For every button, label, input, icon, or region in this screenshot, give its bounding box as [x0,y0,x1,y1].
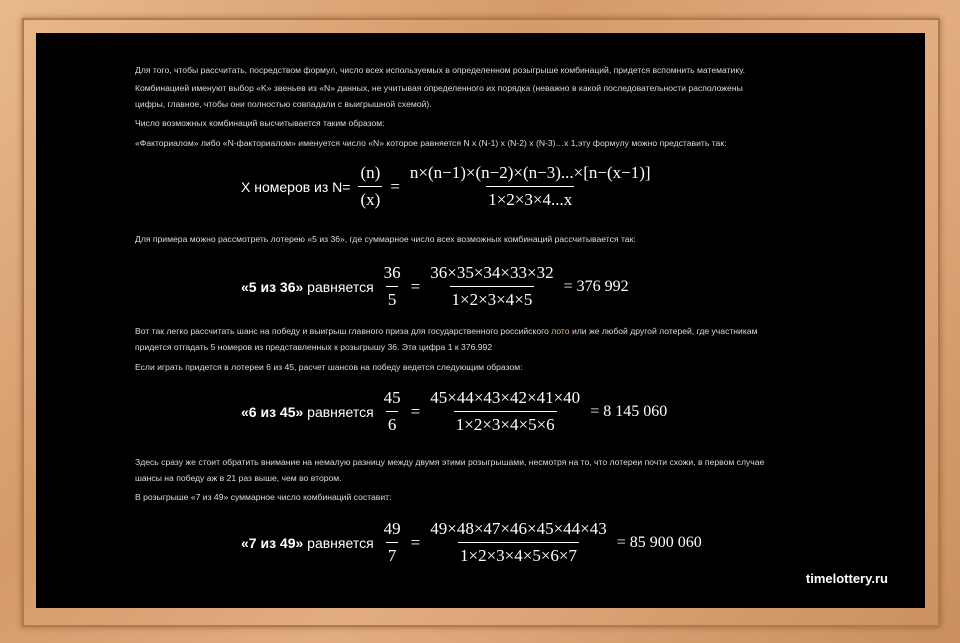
formula-6-of-45 [241,388,667,435]
paragraph-7-of-49 [135,489,825,505]
formula-7-of-49-denominator-left: 7 [386,542,399,566]
paragraph-6-of-45 [135,359,825,375]
formula-general-label: X номеров из N= [241,178,351,195]
formula-5-of-36-result: = 376 992 [563,277,629,295]
formula-5-of-36-fraction-right [428,263,555,310]
formula-6-of-45-fraction-right [428,388,582,435]
formula-general-numerator-right: n×(n−1)×(n−2)×(n−3)...×[n−(x−1)] [409,163,651,182]
formula-6-of-45-numerator-right: 45×44×43×42×41×40 [430,388,581,407]
formula-7-of-49-fraction-left [382,519,403,566]
formula-5-of-36-equals: = [410,276,421,296]
formula-6-of-45-label [241,404,374,420]
formula-7-of-49-denominator-right: 1×2×3×4×5×6×7 [458,542,579,566]
paragraph-intro [135,62,825,78]
paragraph-intro-text: Для того, чтобы рассчитать, посредством формул, число всех используемых в определенном розыгрыше комбинаций, придется вспомнить математику. [135,65,746,75]
paragraph-difference-line1: Здесь сразу же стоит обратить внимание на немалую разницу между двумя этими розыгрышами, несмотря на то, что лотереи почти схожи, в первом случае [135,457,765,467]
paragraph-difference [135,454,825,486]
formula-6-of-45-denominator-right: 1×2×3×4×5×6 [454,411,557,435]
formula-7-of-49-label-rest: равняется [303,534,374,551]
paragraph-chance-line2: придется отгадать 5 номеров из представленных к розыгрышу 36. Эта цифра 1 к 376.992 [135,342,493,352]
formula-5-of-36-label-bold: «5 из 36» [241,278,304,295]
paragraph-6-of-45-text: Если играть придется в лотереи 6 из 45, расчет шансов на победу ведется следующим образом: [135,362,523,372]
paragraph-chance-pre: Вот так легко рассчитать шанс на победу и выигрыш главного приза для государственного российского [135,326,549,336]
paragraph-factorial [135,135,825,151]
formula-5-of-36-fraction-left [382,263,403,310]
paragraph-difference-line2: шансы на победу аж в 21 раз выше, чем во втором. [135,473,342,483]
formula-5-of-36 [241,263,629,310]
formula-6-of-45-label-bold: «6 из 45» [241,403,304,420]
chalkboard [36,33,925,608]
paragraph-count [135,115,825,131]
paragraph-7-of-49-text: В розыгрыше «7 из 49» суммарное число комбинаций составит: [135,492,392,502]
formula-7-of-49-numerator-right: 49×48×47×46×45×44×43 [430,519,607,538]
formula-general-denominator-right: 1×2×3×4...x [486,186,574,210]
paragraph-chance [135,323,825,355]
formula-5-of-36-label-rest: равняется [303,278,374,295]
formula-6-of-45-result: = 8 145 060 [590,402,668,420]
formula-5-of-36-numerator-left: 36 [383,263,401,282]
formula-general-fraction-left [358,163,382,210]
formula-7-of-49-equals: = [410,532,421,552]
formula-5-of-36-label [241,279,374,295]
paragraph-factorial-text: «Факториалом» либо «N-факториалом» именуется число «N» которое равняется N x (N-1) x (N-2) x (N-3)…x 1,эту формулу можно представить так: [135,138,727,148]
formula-6-of-45-fraction-left [382,388,403,435]
formula-6-of-45-numerator-left: 45 [383,388,401,407]
paragraph-combination-line1: Комбинацией именуют выбор «K» звеньев из «N» данных, не учитывая определенного их порядка (неважно в какой последовательности расположены [135,83,743,93]
formula-6-of-45-label-rest: равняется [303,403,374,420]
formula-7-of-49-label [241,535,374,551]
paragraph-example [135,231,825,247]
site-watermark: timelottery.ru [805,571,888,586]
formula-6-of-45-equals: = [410,401,421,421]
formula-7-of-49-result: = 85 900 060 [616,533,702,551]
formula-general-fraction-right [408,163,653,210]
formula-5-of-36-denominator-left: 5 [386,286,399,310]
paragraph-chance-post: или же любой другой лотерей, где участникам [571,326,758,336]
formula-6-of-45-denominator-left: 6 [386,411,399,435]
loto-link[interactable]: лото [551,326,570,336]
paragraph-combination [135,80,825,112]
formula-general-equals: = [390,176,400,196]
formula-general-denominator-left: (x) [358,186,382,210]
paragraph-combination-line2: цифры, главное, чтобы они полностью совпадали с выигрышной схемой). [135,99,432,109]
formula-general [241,163,657,210]
formula-5-of-36-denominator-right: 1×2×3×4×5 [450,286,535,310]
formula-7-of-49-numerator-left: 49 [383,519,401,538]
paragraph-chance-line1 [135,323,825,339]
paragraph-count-text: Число возможных комбинаций высчитывается таким образом: [135,118,385,128]
formula-7-of-49-label-bold: «7 из 49» [241,534,304,551]
formula-7-of-49 [241,519,702,566]
formula-general-numerator-left: (n) [360,163,381,182]
formula-7-of-49-fraction-right [428,519,609,566]
formula-5-of-36-numerator-right: 36×35×34×33×32 [430,263,554,282]
paragraph-example-text: Для примера можно рассмотреть лотерею «5 из 36», где суммарное число всех возможных комбинаций рассчитывается так: [135,234,636,244]
